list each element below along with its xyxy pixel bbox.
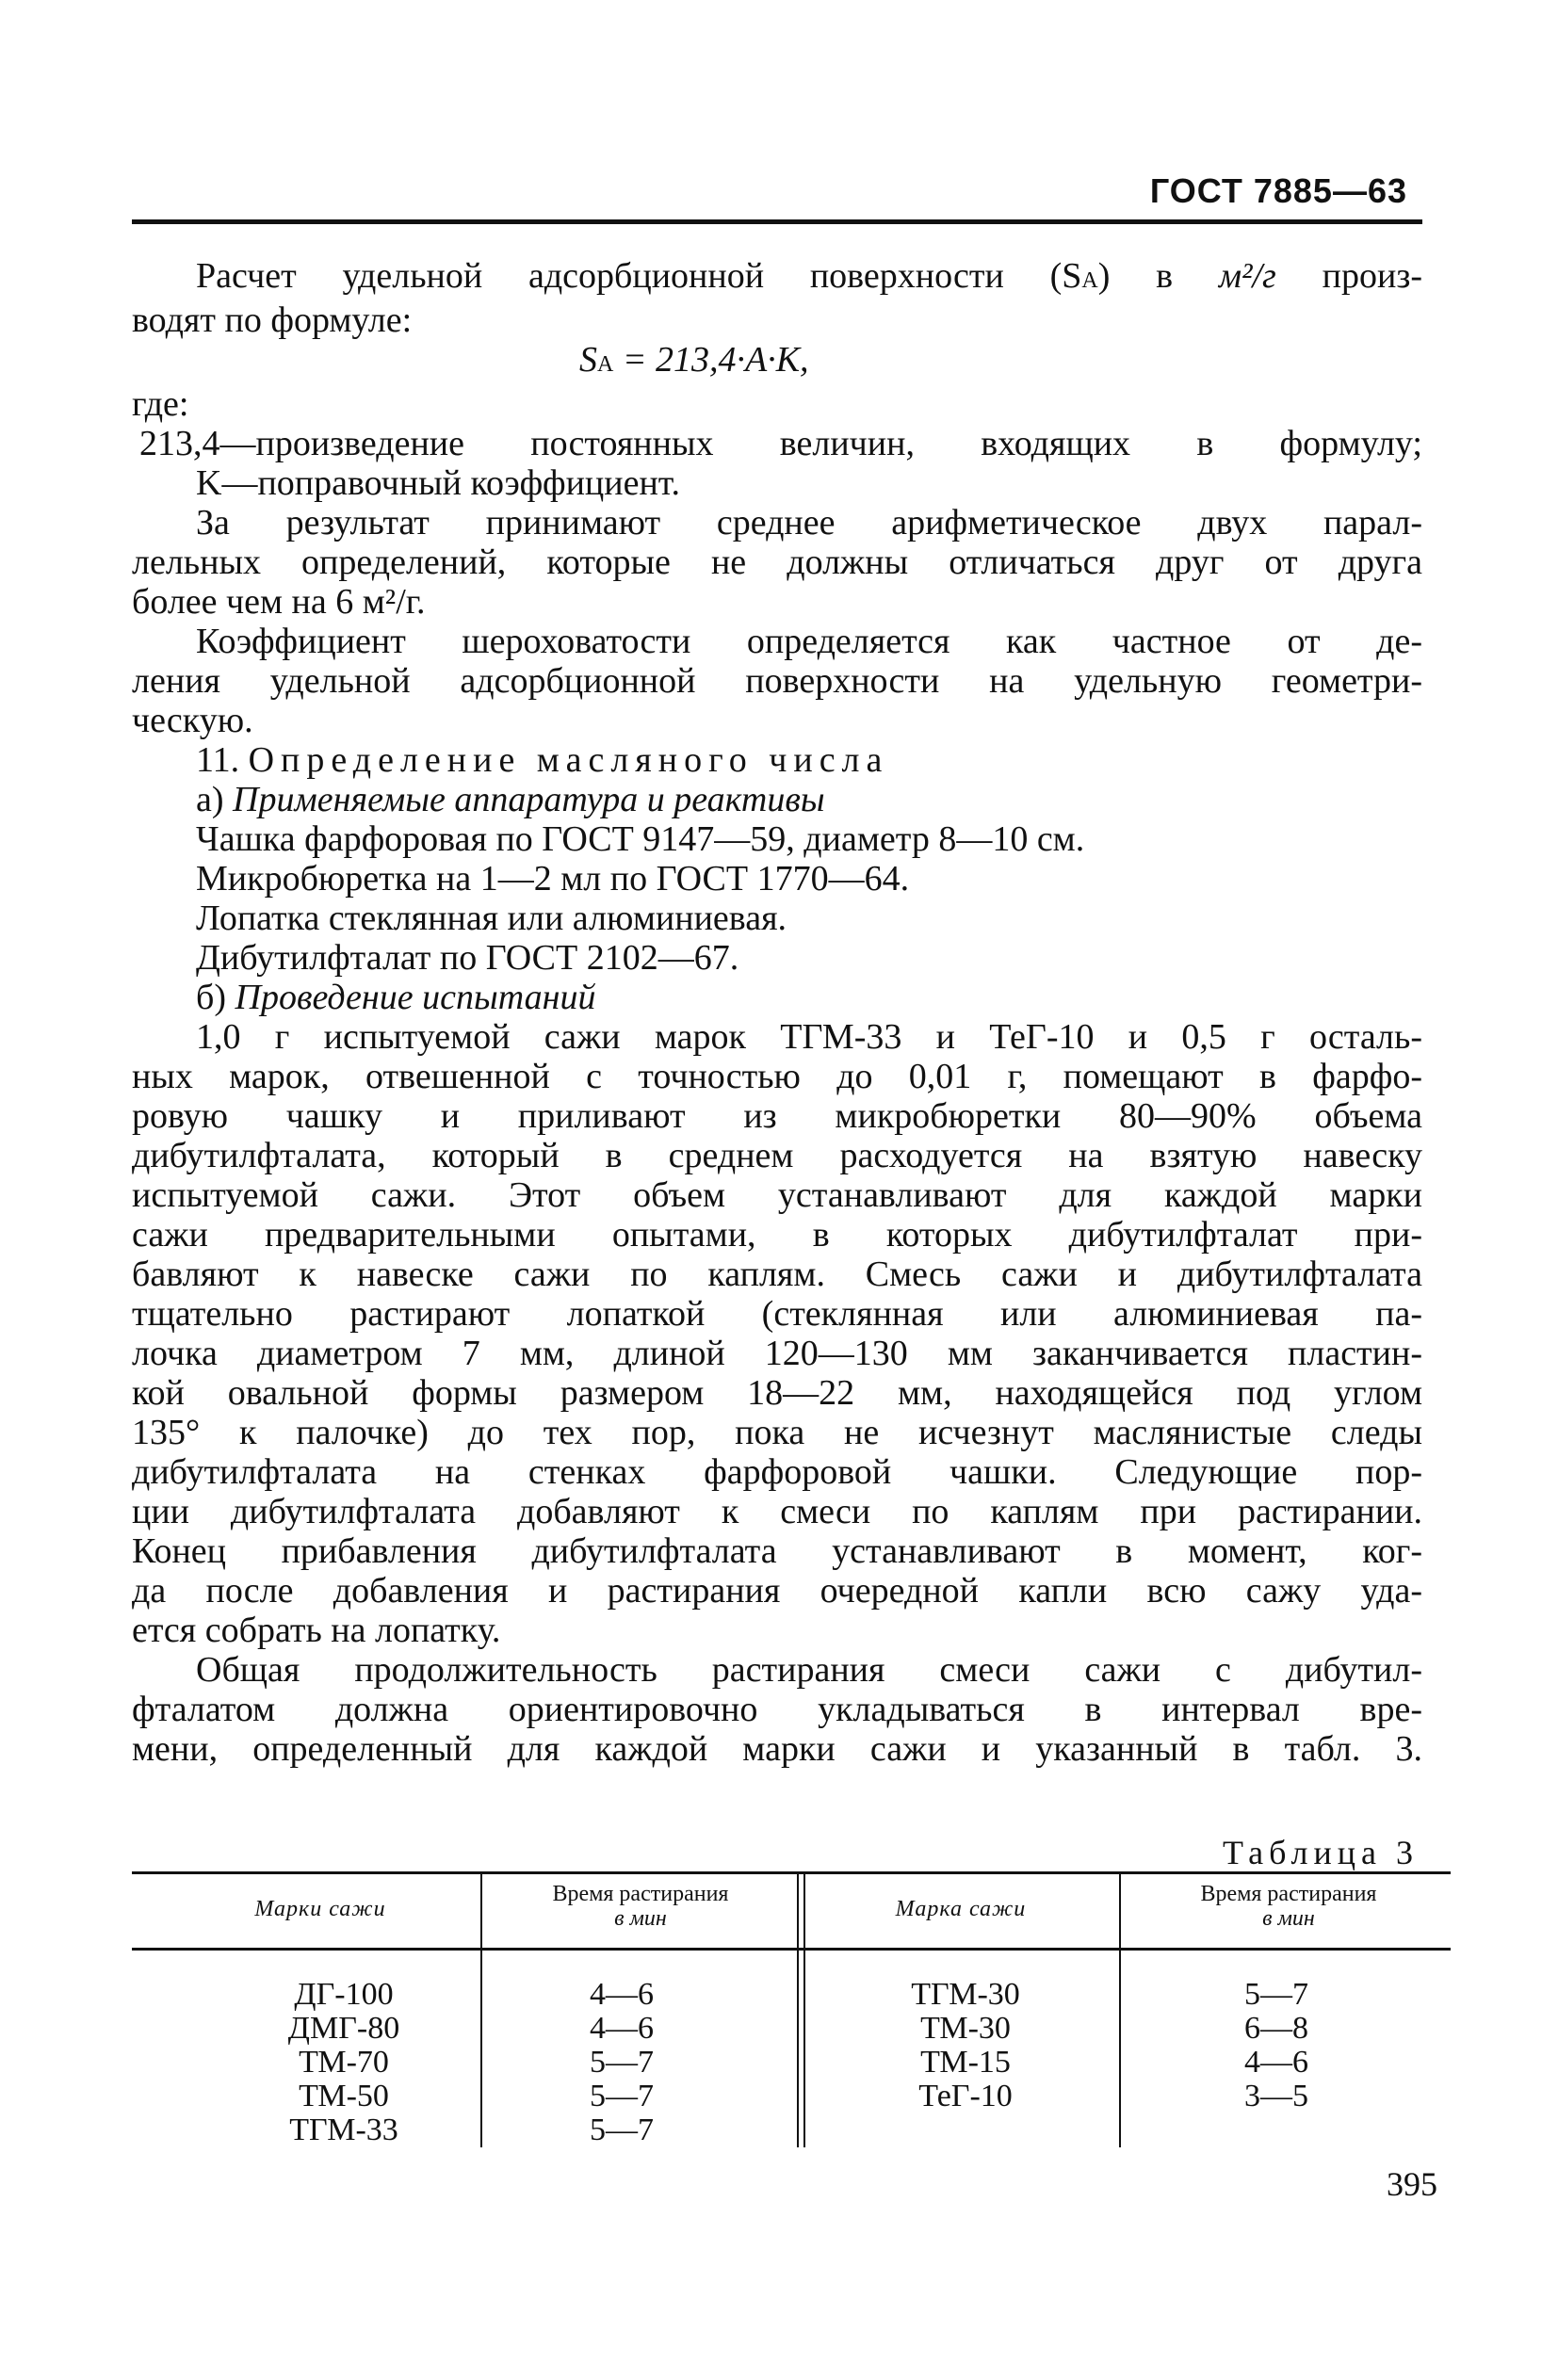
table-cell: 5—7 <box>590 2045 654 2080</box>
para3-line-16: ется собрать на лопатку. <box>132 1611 501 1650</box>
para3-line-5: испытуемой сажи. Этот объем устанавливают для каждой марки <box>132 1175 1422 1215</box>
body-text <box>132 256 1422 1769</box>
page-number: 395 <box>1387 2165 1437 2203</box>
para3-line-11: 135° к палочке) до тех пор, пока не исчезнут маслянистые следы <box>132 1413 1422 1452</box>
table-cell: 4—6 <box>1244 2045 1308 2080</box>
para4-line-1: Общая продолжительность растирания смеси сажи с дибутил- <box>196 1650 1422 1690</box>
table-cell: ТеГ-10 <box>918 2079 1013 2113</box>
para4-line-3: мени, определенный для каждой марки сажи и указанный в табл. 3. <box>132 1729 1422 1769</box>
table-divider-1 <box>480 1874 482 2147</box>
table-cell: ТМ-15 <box>920 2045 1011 2080</box>
para1-line-3: более чем на 6 м²/г. <box>132 582 426 622</box>
para3-line-13: ции дибутилфталата добавляют к смеси по каплям при растирании. <box>132 1492 1422 1531</box>
table-caption: Таблица 3 <box>1223 1834 1419 1871</box>
column-times-left <box>527 1978 716 2147</box>
standard-code: ГОСТ 7885—63 <box>1149 171 1407 210</box>
table-cell: 5—7 <box>590 2113 654 2147</box>
table-cell: 3—5 <box>1244 2079 1308 2113</box>
table-top-rule <box>132 1871 1451 1874</box>
definition-2: K—поправочный коэффициент. <box>196 463 681 503</box>
header-brands-right: Марка сажи <box>895 1897 1027 1921</box>
table-divider-3 <box>1119 1874 1121 2147</box>
table-cell: 5—7 <box>590 2079 654 2113</box>
header-brands-left: Марки сажи <box>254 1897 386 1921</box>
table-cell: ДМГ-80 <box>287 2011 400 2046</box>
intro-line-1: Расчет удельной адсорбционной поверхности (SA) в м²/г произ- <box>196 256 1422 296</box>
para2-line-1: Коэффициент шероховатости определяется как частное от де- <box>196 622 1422 661</box>
para3-line-2: ных марок, отвешенной с точностью до 0,01 г, помещают в фарфо- <box>132 1057 1422 1096</box>
where-label: где: <box>132 384 189 424</box>
para3-line-12: дибутилфталата на стенках фарфоровой чашки. Следующие пор- <box>132 1452 1422 1492</box>
table-cell: ДГ-100 <box>294 1977 394 2012</box>
column-brands-left <box>226 1978 462 2147</box>
item-1: Чашка фарфоровая по ГОСТ 9147—59, диаметр 8—10 см. <box>196 819 1085 859</box>
section-heading: 11. Определение масляного числа <box>196 740 889 780</box>
table-cell: 4—6 <box>590 2011 654 2046</box>
header-time-right: Время растирания в мин <box>1200 1882 1377 1931</box>
table-cell: ТМ-70 <box>299 2045 389 2080</box>
para4-line-2: фталатом должна ориентировочно укладываться в интервал вре- <box>132 1690 1422 1729</box>
para1-line-2: лельных определений, которые не должны отличаться друг от друга <box>132 542 1422 582</box>
para3-line-8: тщательно растирают лопаткой (стеклянная или алюминиевая па- <box>132 1294 1422 1334</box>
item-3: Лопатка стеклянная или алюминиевая. <box>196 899 787 938</box>
column-times-right <box>1168 1978 1385 2113</box>
subsection-b: б) Проведение испытаний <box>196 978 596 1017</box>
header-time-left: Время растирания в мин <box>552 1882 729 1931</box>
para3-line-4: дибутилфталата, который в среднем расходуется на взятую навеску <box>132 1136 1422 1175</box>
para3-line-14: Конец прибавления дибутилфталата устанавливают в момент, ког- <box>132 1531 1422 1571</box>
para3-line-15: да после добавления и растирания очередной капли всю сажу уда- <box>132 1571 1422 1611</box>
para3-line-7: бавляют к навеске сажи по каплям. Смесь сажи и дибутилфталата <box>132 1255 1422 1294</box>
item-2: Микробюретка на 1—2 мл по ГОСТ 1770—64. <box>196 859 910 899</box>
para3-line-6: сажи предварительными опытами, в которых дибутилфталат при- <box>132 1215 1422 1255</box>
subsection-a: а) Применяемые аппаратура и реактивы <box>196 780 825 819</box>
table-cell: ТГМ-30 <box>911 1977 1020 2012</box>
header-rule <box>132 219 1422 224</box>
table-cell: 4—6 <box>590 1977 654 2012</box>
para3-line-1: 1,0 г испытуемой сажи марок ТГМ-33 и ТеГ-10 и 0,5 г осталь- <box>196 1017 1422 1057</box>
table-cell: ТГМ-33 <box>289 2113 398 2147</box>
para3-line-3: ровую чашку и приливают из микробюретки 80—90% объема <box>132 1096 1422 1136</box>
table-cell: 5—7 <box>1244 1977 1308 2012</box>
para3-line-9: лочка диаметром 7 мм, длиной 120—130 мм заканчивается пластин- <box>132 1334 1422 1373</box>
para2-line-3: ческую. <box>132 701 253 740</box>
table-cell: ТМ-30 <box>920 2011 1011 2046</box>
para3-line-10: кой овальной формы размером 18—22 мм, находящейся под углом <box>132 1373 1422 1413</box>
para1-line-1: За результат принимают среднее арифметическое двух парал- <box>196 503 1422 542</box>
para2-line-2: ления удельной адсорбционной поверхности на удельную геометри- <box>132 661 1422 701</box>
intro-line-2: водят по формуле: <box>132 300 413 340</box>
definition-1: 213,4—произведение постоянных величин, входящих в формулу; <box>139 424 1422 463</box>
table-divider-2b <box>803 1874 805 2147</box>
item-4: Дибутилфталат по ГОСТ 2102—67. <box>196 938 739 978</box>
formula: SA = 213,4·A·K, <box>579 340 809 380</box>
table-divider-2a <box>797 1874 799 2147</box>
table-cell: ТМ-50 <box>299 2079 389 2113</box>
column-brands-right <box>848 1978 1083 2113</box>
table-cell: 6—8 <box>1244 2011 1308 2046</box>
